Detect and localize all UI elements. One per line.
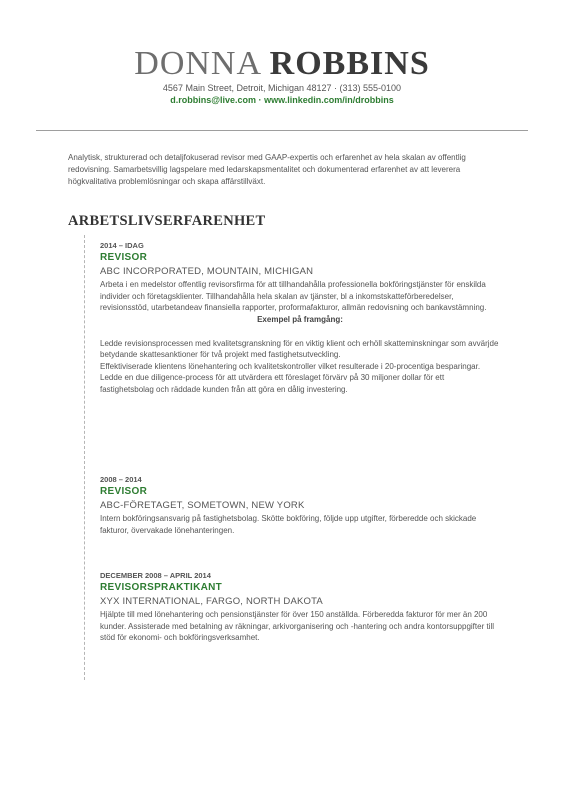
job-title: REVISORSPRAKTIKANT xyxy=(100,582,223,593)
contact-separator: · xyxy=(258,95,262,105)
job-dates: DECEMBER 2008 – APRIL 2014 xyxy=(100,571,211,580)
job-description: Hjälpte till med lönehantering och pensionstjänster för över 150 anställda. Förberedda fakturor för mer än 200 kunder. Assisterade med betalning av räkningar, arkivorganisering och -hantering och andra kontorsuppgifter till stöd för ekonomi- och bokföringsverksamhet. xyxy=(100,610,495,642)
job-entry xyxy=(100,570,500,644)
professional-summary: Analytisk, strukturerad och detaljfokuserad revisor med GAAP-expertis och erfarenhet av hela skalan av offentlig redovisning. Samarbetsvillig lagspelare med ledarskapsmentalitet och dokumenterad erfarenhet av att leverera högkvalitativa problemlösningar och skapa affärstillväxt. xyxy=(68,153,466,186)
job-entry xyxy=(100,240,500,395)
job-entry xyxy=(100,474,500,536)
first-name: DONNA xyxy=(134,45,261,82)
website-link[interactable]: www.linkedin.com/in/drobbins xyxy=(264,95,394,105)
achievement-item: Effektiviserade klientens lönehantering och kvalitetskontroller vilket resulterade i 20-procentiga besparingar. xyxy=(100,361,481,371)
job-company: ABC-FÖRETAGET, SOMETOWN, NEW YORK xyxy=(100,500,305,511)
job-dates: 2008 – 2014 xyxy=(100,475,142,484)
resume-header xyxy=(0,46,564,107)
email-link[interactable]: d.robbins@live.com xyxy=(170,95,257,105)
contact-address: 4567 Main Street, Detroit, Michigan 48127 · (313) 555-0100 xyxy=(162,83,402,93)
last-name: ROBBINS xyxy=(269,45,430,82)
job-title: REVISOR xyxy=(100,252,148,263)
header-divider xyxy=(36,130,528,131)
job-description: Intern bokföringsansvarig på fastighetsbolag. Skötte bokföring, följde upp utgifter, förberedde och skickade fakturor, övervakade lönehanteringen. xyxy=(100,514,477,535)
experience-section-title: ARBETSLIVSERFARENHET xyxy=(68,213,266,229)
job-description: Arbeta i en medelstor offentlig revisorsfirma för att tillhandahålla professionella bokföringstjänster för enskilda individer och företagsklienter. Tillhandahålla hela skalan av tjänster, bl a inkomstskatteförberedelser, revisionsstöd, utarbetandeav finansiella rapporter, proformafakturor, allmän redovisning och bankavstämning. xyxy=(100,280,487,312)
achievement-item: Ledde en due diligence-process för att utvärdera ett föreslaget förvärv på 30 miljoner dollar för ett fastighetsbolag och räddade kunden från att göra en dålig investering. xyxy=(100,373,445,394)
job-company: ABC INCORPORATED, MOUNTAIN, MICHIGAN xyxy=(100,266,314,277)
examples-heading: Exempel på framgång: xyxy=(257,314,343,324)
contact-links xyxy=(0,94,564,107)
job-dates: 2014 – IDAG xyxy=(100,241,144,250)
experience-timeline-line xyxy=(84,235,85,680)
applicant-name xyxy=(0,46,564,82)
job-company: XYX INTERNATIONAL, FARGO, NORTH DAKOTA xyxy=(100,596,323,607)
job-title: REVISOR xyxy=(100,486,148,497)
achievement-item: Ledde revisionsprocessen med kvalitetsgranskning för en viktig klient och erhöll skatteminskningar som avvärjde betydande skattesanktioner för två projekt med fastighetsutveckling. xyxy=(100,338,499,359)
